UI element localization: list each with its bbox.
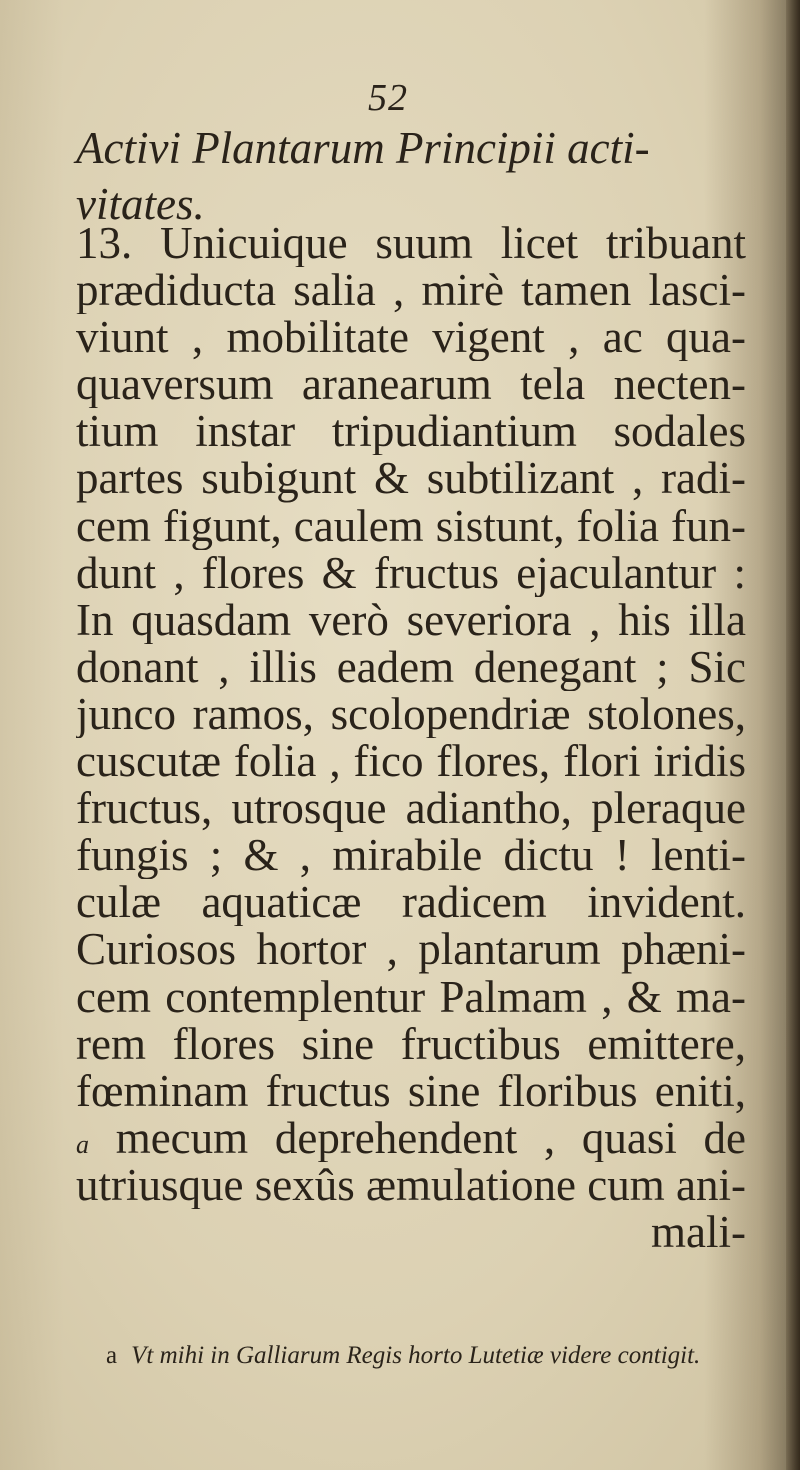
text-line: rem flores sine fructibus emittere, xyxy=(76,1020,746,1068)
text-line: Curiosos hortor , plantarum phæni- xyxy=(76,926,746,974)
section-heading xyxy=(76,120,756,232)
note-line-text: mecum deprehendent , quasi de xyxy=(115,1114,746,1162)
text-line: utriusque sexûs æmulatione cum ani- xyxy=(76,1161,746,1209)
text-line: culæ aquaticæ radicem invident. xyxy=(76,879,746,927)
text-line: tium instar tripudiantium sodales xyxy=(76,408,746,456)
text-line: cem contemplentur Palmam , & ma- xyxy=(76,973,746,1021)
heading-line-2: vitates. xyxy=(76,179,205,229)
page-number: 52 xyxy=(368,77,408,119)
text-line: dunt , flores & fructus ejaculantur : xyxy=(76,549,746,597)
footnote-text: Vt mihi in Galliarum Regis horto Lutetiæ videre contigit. xyxy=(131,1342,701,1369)
text-line: partes subigunt & subtilizant , radi- xyxy=(76,455,746,503)
body-text xyxy=(76,220,746,1256)
text-line: cem figunt, caulem sistunt, folia fun- xyxy=(76,502,746,550)
text-line: quaversum aranearum tela necten- xyxy=(76,361,746,409)
text-line: donant , illis eadem denegant ; Sic xyxy=(76,643,746,691)
footnote xyxy=(76,1340,756,1372)
text-line: fructus, utrosque adiantho, pleraque xyxy=(76,785,746,833)
footnote-reference-marker: a xyxy=(76,1129,89,1159)
text-line: 13. Unicuique suum licet tribuant xyxy=(76,220,746,268)
text-line: In quasdam verò severiora , his illa xyxy=(76,596,746,644)
page-edge-shadow xyxy=(786,0,800,1470)
text-line: fœminam fructus sine floribus eniti, xyxy=(76,1067,746,1115)
text-line-with-note xyxy=(76,1115,746,1162)
text-line: viunt , mobilitate vigent , ac qua- xyxy=(76,314,746,362)
text-line: fungis ; & , mirabile dictu ! lenti- xyxy=(76,832,746,880)
text-line: junco ramos, scolopendriæ stolones, xyxy=(76,690,746,739)
heading-line-1: Activi Plantarum Principii acti- xyxy=(76,123,650,173)
text-line: prædiducta salia , mirè tamen lasci- xyxy=(76,267,746,315)
footnote-marker: a xyxy=(106,1342,118,1369)
text-line: cuscutæ folia , fico flores, flori iridis xyxy=(76,738,746,786)
catchword-line: mali- xyxy=(651,1208,746,1257)
